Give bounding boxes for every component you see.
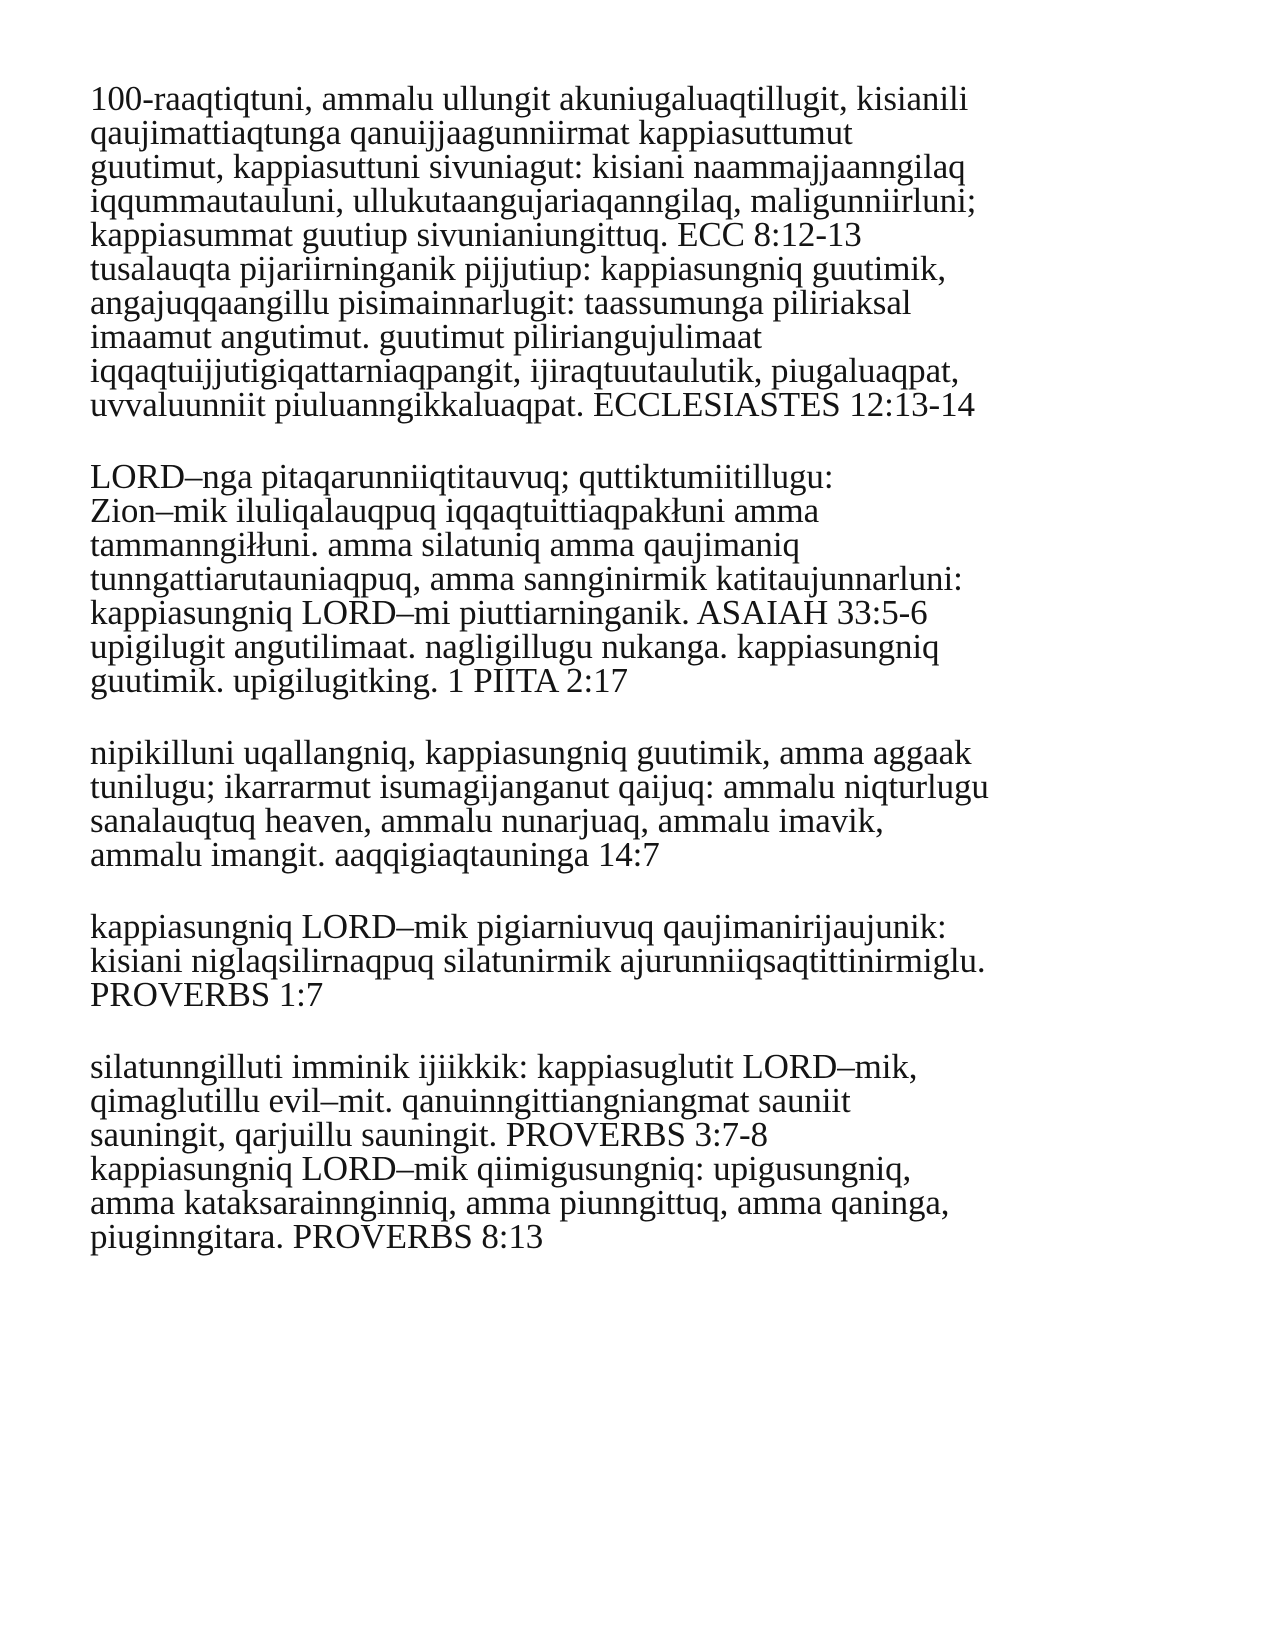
text-line: ammalu imangit. aaqqigiaqtauninga 14:7 (90, 835, 660, 874)
text-line: sanalauqtuq heaven, ammalu nunarjuaq, ammalu imavik, (90, 801, 884, 840)
text-line: iqqaqtuijjutigiqattarniaqpangit, ijiraqtuutaulutik, piugaluaqpat, (90, 351, 960, 390)
text-line: tammanngiłłuni. amma silatuniq amma qaujimaniq (90, 525, 800, 564)
text-line: sauningit, qarjuillu sauningit. PROVERBS 3:7-8 (90, 1115, 768, 1154)
text-line: qaujimattiaqtunga qanuijjaagunniirmat kappiasuttumut (90, 113, 853, 152)
text-line: tusalauqta pijariirninganik pijjutiup: kappiasungniq guutimik, (90, 249, 947, 288)
text-line: kappiasummat guutiup sivunianiungittuq. ECC 8:12-13 (90, 215, 862, 254)
text-line: tunngattiarutauniaqpuq, amma sannginirmik katitaujunnarluni: (90, 559, 963, 598)
text-line: guutimut, kappiasuttuni sivuniagut: kisiani naammajjaanngilaq (90, 147, 966, 186)
text-line: kisiani niglaqsilirnaqpuq silatunirmik ajurunniiqsaqtittinirmiglu. (90, 941, 986, 980)
paragraph-ecclesiastes (90, 79, 1260, 424)
text-line: iqqummautauluni, ullukutaangujariaqanngilaq, maligunniirluni; (90, 181, 977, 220)
text-line: LORD–nga pitaqarunniiqtitauvuq; quttiktumiitillugu: (90, 457, 834, 496)
text-line: tunilugu; ikarrarmut isumagijanganut qaijuq: ammalu niqturlugu (90, 767, 989, 806)
text-line: nipikilluni uqallangniq, kappiasungniq guutimik, amma aggaak (90, 733, 972, 772)
text-line: piuginngitara. PROVERBS 8:13 (90, 1217, 544, 1256)
text-line: PROVERBS 1:7 (90, 975, 324, 1014)
text-line: qimaglutillu evil–mit. qanuinngittiangniangmat sauniit (90, 1081, 851, 1120)
text-line: silatunngilluti imminik ijiikkik: kappiasuglutit LORD–mik, (90, 1047, 918, 1086)
text-line: kappiasungniq LORD–mik pigiarniuvuq qaujimanirijaujunik: (90, 907, 947, 946)
text-line: amma kataksarainnginniq, amma piunngittuq, amma qaninga, (90, 1183, 950, 1222)
text-line: guutimik. upigilugitking. 1 PIITA 2:17 (90, 661, 628, 700)
paragraph-asaiah (90, 457, 1260, 700)
text-line: uvvaluunniit piuluanngikkaluaqpat. ECCLESIASTES 12:13-14 (90, 385, 975, 424)
text-line: 100-raaqtiqtuni, ammalu ullungit akuniugaluaqtillugit, kisianili (90, 79, 969, 118)
text-line: imaamut angutimut. guutimut piliriangujulimaat (90, 317, 762, 356)
paragraph-revelation (90, 733, 1260, 874)
text-line: kappiasungniq LORD–mik qiimigusungniq: upigusungniq, (90, 1149, 912, 1188)
document-page (90, 79, 1260, 1292)
text-line: upigilugit angutilimaat. nagligillugu nukanga. kappiasungniq (90, 627, 940, 666)
paragraph-proverbs-3-8 (90, 1047, 1260, 1256)
text-line: Zion–mik iluliqalauqpuq iqqaqtuittiaqpakłuni amma (90, 491, 820, 530)
paragraph-proverbs-1 (90, 907, 1260, 1014)
text-line: kappiasungniq LORD–mi piuttiarninganik. ASAIAH 33:5-6 (90, 593, 928, 632)
text-line: angajuqqaangillu pisimainnarlugit: taassumunga piliriaksal (90, 283, 912, 322)
